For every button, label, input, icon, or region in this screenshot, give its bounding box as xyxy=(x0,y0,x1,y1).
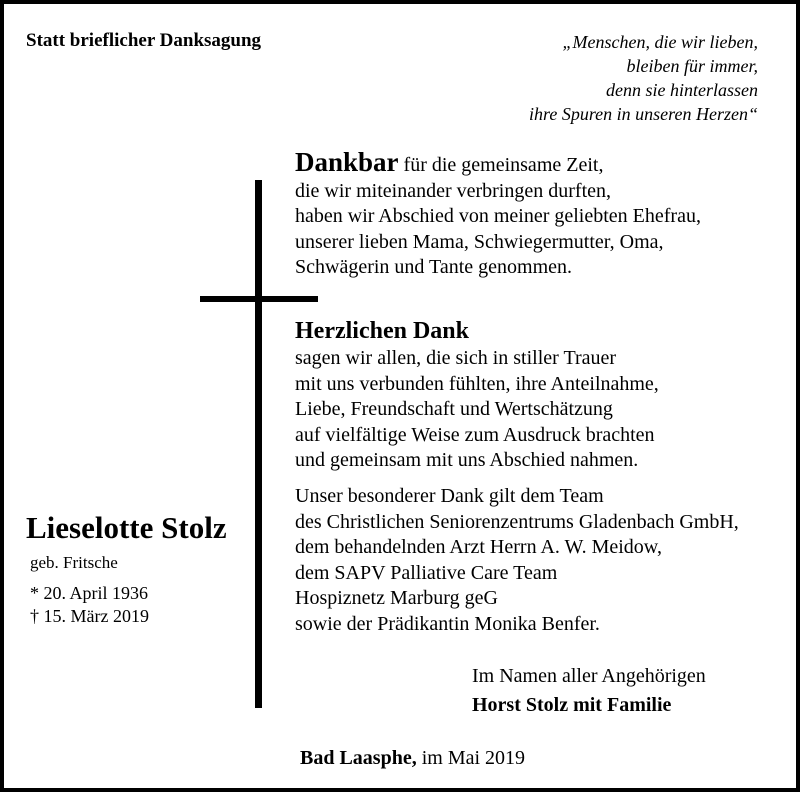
quote-line: denn sie hinterlassen xyxy=(606,80,758,100)
gratitude-line: sagen wir allen, die sich in stiller Trauer xyxy=(295,347,617,369)
gratitude-line: Liebe, Freundschaft und Wertschätzung xyxy=(295,398,613,420)
deceased-name: Lieselotte Stolz xyxy=(26,510,227,545)
thanks-line: die wir miteinander verbringen durften, xyxy=(295,179,611,202)
thanks-line: haben wir Abschied von meiner geliebten Ehefrau, xyxy=(295,205,701,227)
quote-line: ihre Spuren in unseren Herzen“ xyxy=(529,104,758,124)
maiden-name: geb. Fritsche xyxy=(30,553,118,572)
gratitude-line: auf vielfältige Weise zum Ausdruck brachten xyxy=(295,423,655,446)
thanks-lead-line xyxy=(295,147,701,179)
date-text: im Mai 2019 xyxy=(416,747,526,769)
memorial-quote xyxy=(529,30,758,126)
thanks-paragraph xyxy=(295,147,701,281)
special-thanks-line: dem SAPV Palliative Care Team xyxy=(295,561,558,584)
gratitude-line: mit uns verbunden fühlten, ihre Anteilnahme, xyxy=(295,372,659,395)
gratitude-line: und gemeinsam mit uns Abschied nahmen. xyxy=(295,449,639,471)
special-thanks-line: Unser besonderer Dank gilt dem Team xyxy=(295,485,604,507)
special-thanks-line: sowie der Prädikantin Monika Benfer. xyxy=(295,612,600,635)
life-dates xyxy=(30,582,149,628)
death-date: † 15. März 2019 xyxy=(30,606,149,626)
special-thanks-line: des Christlichen Seniorenzentrums Gladenbach GmbH, xyxy=(295,510,739,533)
thanks-line: unserer lieben Mama, Schwiegermutter, Oma, xyxy=(295,230,664,253)
special-thanks-line: Hospiznetz Marburg geG xyxy=(295,587,498,609)
place-name: Bad Laasphe, xyxy=(300,747,417,769)
signature-intro: Im Namen aller Angehörigen xyxy=(472,665,706,687)
cross-icon xyxy=(255,180,262,708)
gratitude-paragraph xyxy=(295,316,659,474)
thanks-line: Schwägerin und Tante genommen. xyxy=(295,256,573,278)
quote-line: bleiben für immer, xyxy=(626,56,758,76)
place-date-line xyxy=(300,747,525,770)
thanks-lead-word: Dankbar xyxy=(295,147,399,177)
signature-family: Horst Stolz mit Familie xyxy=(472,694,672,716)
birth-date: * 20. April 1936 xyxy=(30,583,149,603)
header-title: Statt brieflicher Danksagung xyxy=(26,30,262,51)
gratitude-heading: Herzlichen Dank xyxy=(295,318,469,344)
quote-line: „Menschen, die wir lieben, xyxy=(562,32,758,52)
thanks-lead-rest: für die gemeinsame Zeit, xyxy=(398,154,604,176)
special-thanks-paragraph xyxy=(295,484,739,637)
special-thanks-line: dem behandelnden Arzt Herrn A. W. Meidow, xyxy=(295,536,662,558)
cross-icon-crossbar xyxy=(200,296,318,302)
